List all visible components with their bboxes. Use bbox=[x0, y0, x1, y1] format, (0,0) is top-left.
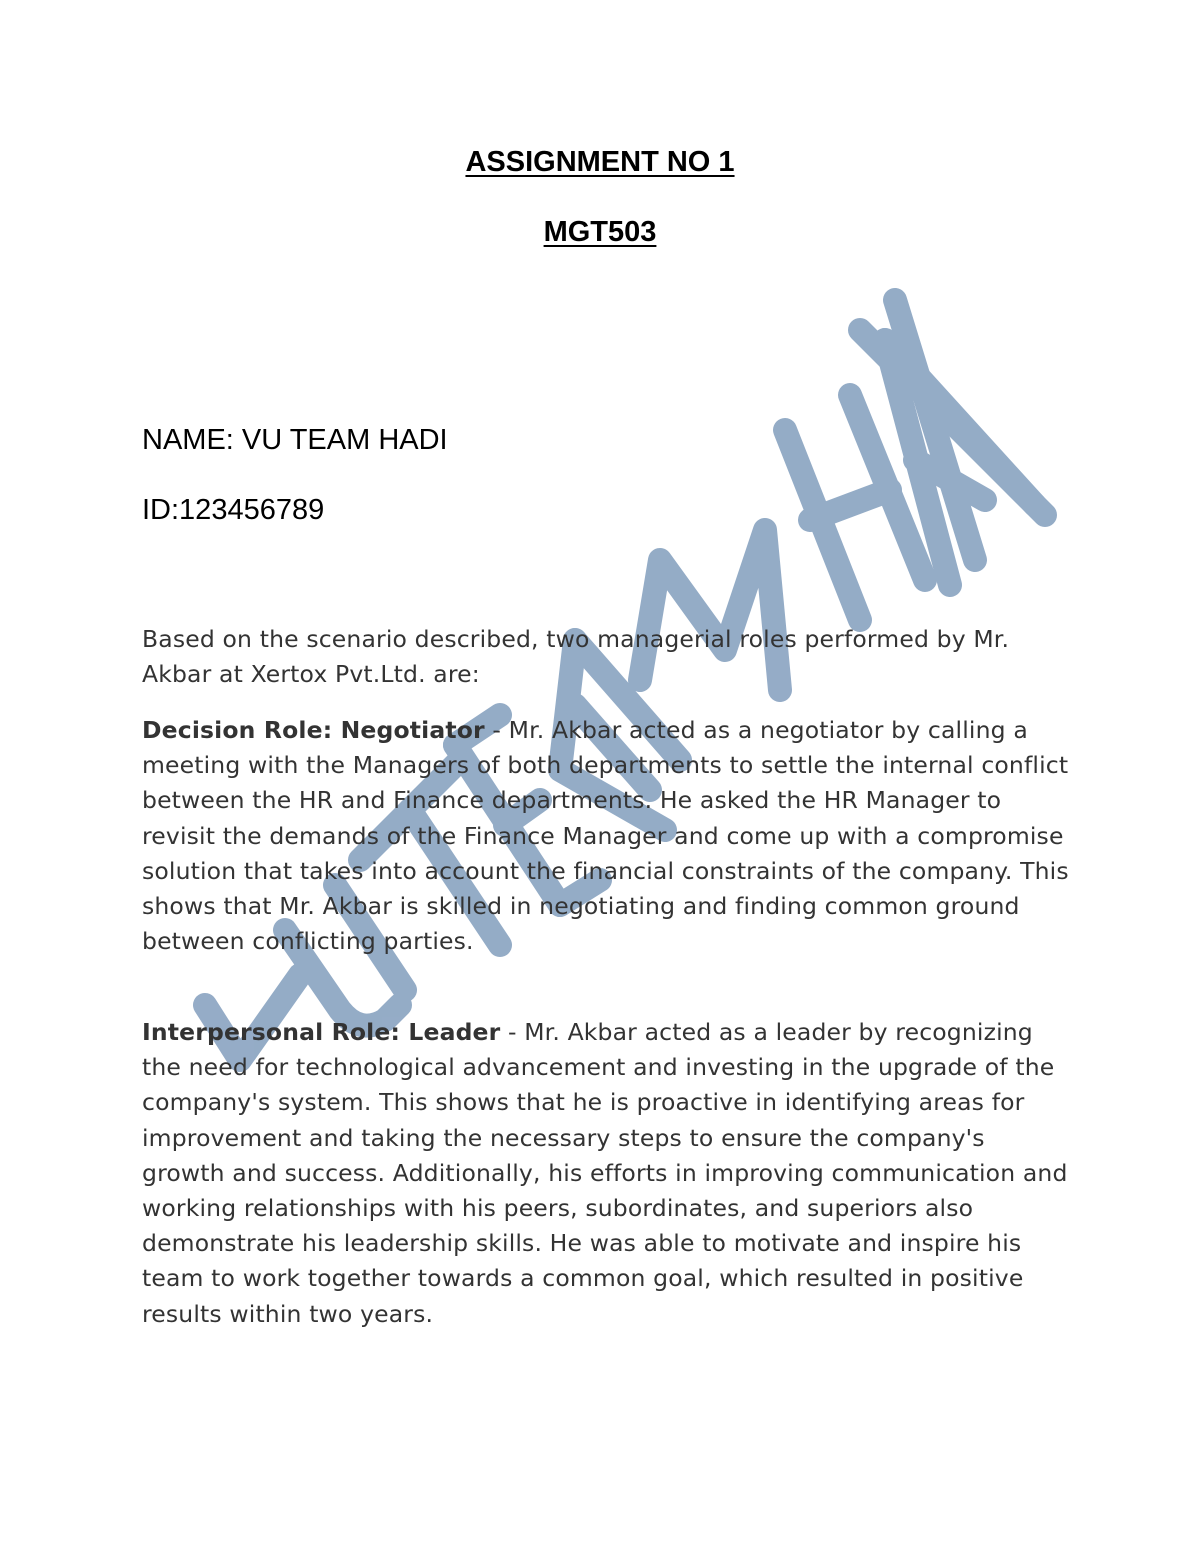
student-id: ID:123456789 bbox=[142, 494, 325, 526]
assignment-title: ASSIGNMENT NO 1 bbox=[465, 146, 735, 178]
interpersonal-role-paragraph bbox=[142, 1015, 1072, 1332]
student-name: NAME: VU TEAM HADI bbox=[142, 424, 448, 456]
course-code: MGT503 bbox=[543, 216, 657, 248]
interpersonal-role-text: - Mr. Akbar acted as a leader by recognizing the need for technological advancement and investing in the upgrade of the company's system. This shows that he is proactive in identifying areas for improvement and taking the necessary steps to ensure the company's growth and success. Additionally, his efforts in improving communication and working relationships with his peers, subordinates, and superiors also demonstrate his leadership skills. He was able to motivate and inspire his team to work together towards a common goal, which resulted in positive results within two years. bbox=[142, 1018, 1068, 1328]
intro-paragraph: Based on the scenario described, two managerial roles performed by Mr. Akbar at Xertox Pvt.Ltd. are: bbox=[142, 625, 1010, 689]
decision-role-heading: Decision Role: Negotiator bbox=[142, 716, 485, 744]
interpersonal-role-heading: Interpersonal Role: Leader bbox=[142, 1018, 501, 1046]
decision-role-text: - Mr. Akbar acted as a negotiator by calling a meeting with the Managers of both departments to settle the internal conflict between the HR and Finance departments. He asked the HR Manager to revisit the demands of the Finance Manager and come up with a compromise solution that takes into account the financial constraints of the company. This shows that Mr. Akbar is skilled in negotiating and finding common ground between conflicting parties. bbox=[142, 716, 1069, 956]
decision-role-paragraph bbox=[142, 713, 1072, 959]
